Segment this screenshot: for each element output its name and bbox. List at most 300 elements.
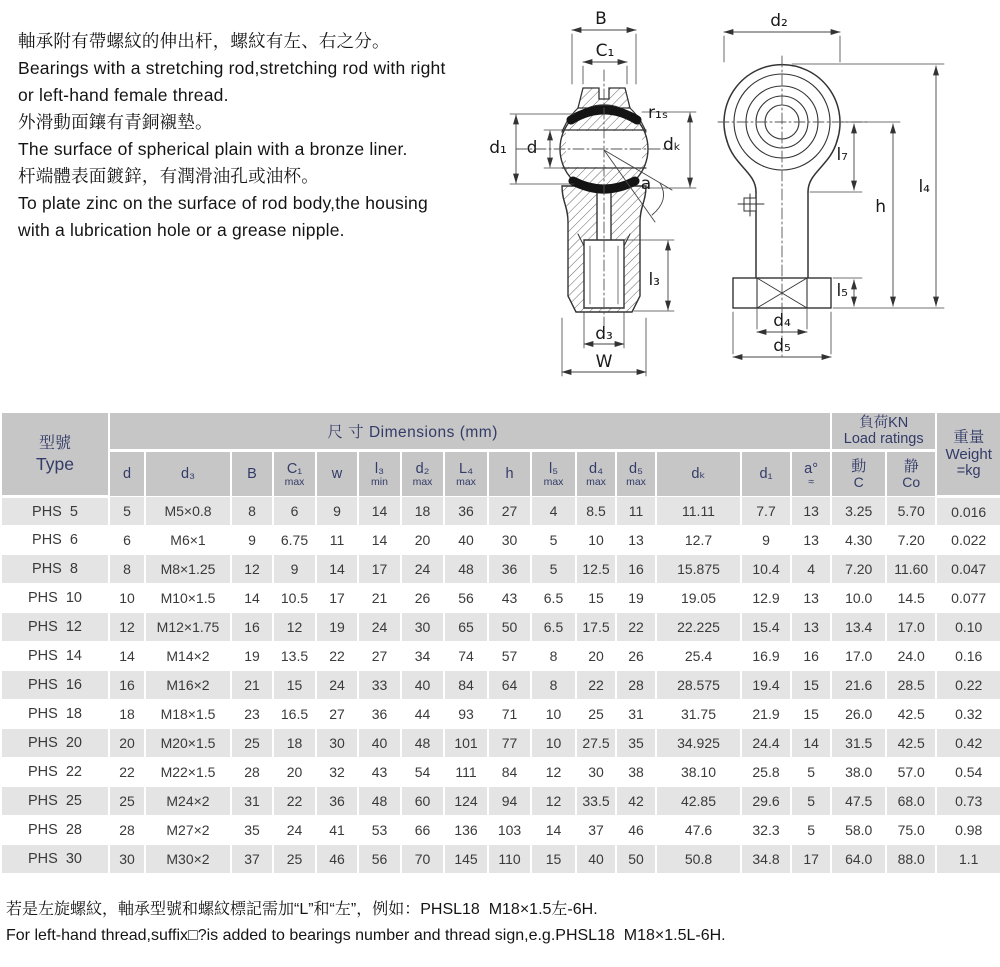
value-cell: 17 — [316, 584, 358, 613]
label-d5: d₅ — [773, 336, 791, 356]
value-cell: 6 — [273, 497, 316, 526]
value-cell: 7.20 — [831, 555, 886, 584]
value-cell: 11 — [316, 526, 358, 555]
value-cell: 30 — [316, 729, 358, 758]
value-cell: 6.5 — [531, 613, 576, 642]
table-row — [1, 526, 1000, 555]
table-row — [1, 613, 1000, 642]
value-cell: 14 — [316, 555, 358, 584]
value-cell: 12.5 — [576, 555, 616, 584]
value-cell: 16.5 — [273, 700, 316, 729]
value-cell: 10 — [109, 584, 145, 613]
type-cell: PHS 18 — [1, 700, 109, 729]
type-header-zh: 型號 — [38, 434, 71, 452]
value-cell: 46 — [616, 816, 656, 845]
value-cell: 40 — [358, 729, 401, 758]
value-cell: 6.5 — [531, 584, 576, 613]
value-cell: 22 — [616, 613, 656, 642]
value-cell: 48 — [358, 787, 401, 816]
value-cell: 24 — [316, 671, 358, 700]
value-cell: 42 — [616, 787, 656, 816]
value-cell: 29.6 — [741, 787, 791, 816]
intro-line: To plate zinc on the surface of rod body,the housing — [18, 193, 428, 213]
value-cell: 53 — [358, 816, 401, 845]
value-cell: 41 — [316, 816, 358, 845]
value-cell: M22×1.5 — [145, 758, 231, 787]
value-cell: 25.4 — [656, 642, 741, 671]
table-row — [1, 700, 1000, 729]
table-body — [1, 497, 1000, 874]
label-W: W — [595, 352, 613, 372]
value-cell: 22 — [273, 787, 316, 816]
value-cell: M14×2 — [145, 642, 231, 671]
value-cell: 145 — [444, 845, 488, 874]
value-cell: 47.5 — [831, 787, 886, 816]
value-cell: M8×1.25 — [145, 555, 231, 584]
value-cell: 40 — [401, 671, 444, 700]
value-cell: 9 — [273, 555, 316, 584]
type-cell: PHS 30 — [1, 845, 109, 874]
value-cell: 9 — [316, 497, 358, 526]
value-cell: 13.4 — [831, 613, 886, 642]
value-cell: 24 — [273, 816, 316, 845]
value-cell: 17 — [358, 555, 401, 584]
col-header-dk: dₖ — [656, 451, 741, 497]
value-cell: 11 — [616, 497, 656, 526]
value-cell: M27×2 — [145, 816, 231, 845]
value-cell: 20 — [273, 758, 316, 787]
footnote-zh: 若是左旋螺紋，軸承型號和螺紋標記需加“L”和“左”，例如：PHSL18 M18×1.5左-6H. — [6, 901, 598, 918]
value-cell: 10 — [531, 700, 576, 729]
value-cell: 13 — [616, 526, 656, 555]
col-header-h: h — [488, 451, 531, 497]
value-cell: 33.5 — [576, 787, 616, 816]
value-cell: 14 — [791, 729, 831, 758]
value-cell: 24 — [358, 613, 401, 642]
type-header — [1, 413, 109, 497]
col-header-l5: l₅ max — [531, 451, 576, 497]
value-cell: 0.077 — [936, 584, 1000, 613]
value-cell: 50 — [616, 845, 656, 874]
value-cell: 21 — [231, 671, 273, 700]
value-cell: 15 — [576, 584, 616, 613]
value-cell: 34 — [401, 642, 444, 671]
value-cell: 7.20 — [886, 526, 936, 555]
value-cell: 15.4 — [741, 613, 791, 642]
load-ratings-header-en: Load ratings — [843, 431, 924, 447]
value-cell: 13 — [791, 584, 831, 613]
value-cell: 38.0 — [831, 758, 886, 787]
value-cell: 57.0 — [886, 758, 936, 787]
value-cell: 5 — [531, 555, 576, 584]
value-cell: 48 — [444, 555, 488, 584]
value-cell: 15 — [791, 671, 831, 700]
value-cell: 9 — [231, 526, 273, 555]
col-header-dynamic-C: 動 C — [831, 451, 886, 497]
value-cell: 8 — [109, 555, 145, 584]
label-d3: d₃ — [595, 324, 613, 344]
value-cell: 35 — [231, 816, 273, 845]
value-cell: 21.9 — [741, 700, 791, 729]
weight-header-unit: =kg — [956, 462, 981, 479]
value-cell: 30 — [488, 526, 531, 555]
value-cell: M18×1.5 — [145, 700, 231, 729]
intro-text — [18, 28, 446, 244]
value-cell: 110 — [488, 845, 531, 874]
value-cell: 22 — [109, 758, 145, 787]
intro-line: 杆端體表面鍍鋅，有潤滑油孔或油杯。 — [18, 166, 319, 186]
value-cell: M6×1 — [145, 526, 231, 555]
value-cell: 30 — [401, 613, 444, 642]
value-cell: 10.0 — [831, 584, 886, 613]
value-cell: 18 — [273, 729, 316, 758]
value-cell: 47.6 — [656, 816, 741, 845]
col-header-B: B — [231, 451, 273, 497]
value-cell: 25 — [273, 845, 316, 874]
label-h: h — [875, 197, 886, 217]
value-cell: 16 — [616, 555, 656, 584]
value-cell: 101 — [444, 729, 488, 758]
side-view — [718, 11, 944, 357]
value-cell: M30×2 — [145, 845, 231, 874]
type-cell: PHS 25 — [1, 787, 109, 816]
value-cell: 5 — [791, 758, 831, 787]
value-cell: 111 — [444, 758, 488, 787]
value-cell: 0.54 — [936, 758, 1000, 787]
value-cell: 28.575 — [656, 671, 741, 700]
col-header-w: w — [316, 451, 358, 497]
weight-header-en: Weight — [945, 445, 992, 463]
label-l4: l₄ — [918, 177, 930, 197]
value-cell: 40 — [444, 526, 488, 555]
footnote-en: For left-hand thread,suffix□?is added to bearings number and thread sign,e.g.PHSL18 M18×1.5L-6H. — [6, 927, 726, 944]
value-cell: 15 — [791, 700, 831, 729]
table-row — [1, 758, 1000, 787]
label-d4: d₄ — [773, 311, 791, 331]
type-cell: PHS 6 — [1, 526, 109, 555]
label-B: B — [595, 9, 607, 29]
value-cell: 8 — [531, 642, 576, 671]
type-cell: PHS 5 — [1, 497, 109, 526]
value-cell: 25 — [109, 787, 145, 816]
value-cell: 17 — [791, 845, 831, 874]
value-cell: 84 — [488, 758, 531, 787]
intro-line: 外滑動面鑲有青銅襯墊。 — [18, 112, 213, 132]
value-cell: 93 — [444, 700, 488, 729]
value-cell: 42.85 — [656, 787, 741, 816]
value-cell: 12 — [531, 787, 576, 816]
value-cell: 30 — [576, 758, 616, 787]
value-cell: 46 — [316, 845, 358, 874]
value-cell: 0.73 — [936, 787, 1000, 816]
value-cell: 5 — [791, 787, 831, 816]
value-cell: 32 — [316, 758, 358, 787]
value-cell: 31.5 — [831, 729, 886, 758]
value-cell: 31 — [616, 700, 656, 729]
value-cell: M5×0.8 — [145, 497, 231, 526]
col-header-C1: C₁ max — [273, 451, 316, 497]
label-d: d — [526, 138, 538, 158]
value-cell: 42.5 — [886, 700, 936, 729]
value-cell: 26.0 — [831, 700, 886, 729]
type-header-en: Type — [36, 453, 74, 474]
col-header-d4: d₄ max — [576, 451, 616, 497]
value-cell: 42.5 — [886, 729, 936, 758]
value-cell: 25 — [231, 729, 273, 758]
value-cell: 19 — [231, 642, 273, 671]
value-cell: 77 — [488, 729, 531, 758]
value-cell: 22 — [576, 671, 616, 700]
value-cell: 10 — [531, 729, 576, 758]
value-cell: 21.6 — [831, 671, 886, 700]
value-cell: M24×2 — [145, 787, 231, 816]
value-cell: 30 — [109, 845, 145, 874]
load-ratings-header — [831, 413, 936, 451]
value-cell: 21 — [358, 584, 401, 613]
label-l3: l₃ — [648, 270, 660, 290]
value-cell: 0.98 — [936, 816, 1000, 845]
label-a: a — [640, 174, 652, 194]
value-cell: 24 — [401, 555, 444, 584]
weight-header-zh: 重量 — [953, 428, 985, 446]
value-cell: 28 — [109, 816, 145, 845]
value-cell: 38.10 — [656, 758, 741, 787]
value-cell: 15.875 — [656, 555, 741, 584]
label-dk: dₖ — [662, 135, 682, 155]
table-row — [1, 729, 1000, 758]
value-cell: 43 — [358, 758, 401, 787]
value-cell: 19.4 — [741, 671, 791, 700]
value-cell: 43 — [488, 584, 531, 613]
value-cell: 64 — [488, 671, 531, 700]
value-cell: 6.75 — [273, 526, 316, 555]
value-cell: 0.022 — [936, 526, 1000, 555]
value-cell: 33 — [358, 671, 401, 700]
value-cell: 19 — [316, 613, 358, 642]
value-cell: 44 — [401, 700, 444, 729]
value-cell: 0.16 — [936, 642, 1000, 671]
dimensions-header: 尺 寸 Dimensions (mm) — [109, 413, 831, 451]
value-cell: 13 — [791, 497, 831, 526]
type-cell: PHS 14 — [1, 642, 109, 671]
value-cell: 9 — [741, 526, 791, 555]
table-row — [1, 555, 1000, 584]
value-cell: 31.75 — [656, 700, 741, 729]
value-cell: 25 — [576, 700, 616, 729]
value-cell: 13 — [791, 613, 831, 642]
value-cell: 88.0 — [886, 845, 936, 874]
value-cell: 27.5 — [576, 729, 616, 758]
value-cell: 136 — [444, 816, 488, 845]
type-cell: PHS 8 — [1, 555, 109, 584]
value-cell: 56 — [444, 584, 488, 613]
value-cell: 16 — [231, 613, 273, 642]
label-d1: d₁ — [489, 138, 507, 158]
value-cell: 14 — [358, 526, 401, 555]
value-cell: 38 — [616, 758, 656, 787]
value-cell: 7.7 — [741, 497, 791, 526]
value-cell: 12 — [109, 613, 145, 642]
value-cell: 22 — [316, 642, 358, 671]
value-cell: 11.60 — [886, 555, 936, 584]
type-cell: PHS 22 — [1, 758, 109, 787]
value-cell: 1.1 — [936, 845, 1000, 874]
value-cell: 36 — [444, 497, 488, 526]
value-cell: 28.5 — [886, 671, 936, 700]
table-row — [1, 816, 1000, 845]
value-cell: 4 — [531, 497, 576, 526]
value-cell: 15 — [531, 845, 576, 874]
value-cell: 34.925 — [656, 729, 741, 758]
table-row — [1, 642, 1000, 671]
value-cell: 5 — [109, 497, 145, 526]
type-cell: PHS 10 — [1, 584, 109, 613]
value-cell: 27 — [488, 497, 531, 526]
value-cell: 36 — [358, 700, 401, 729]
value-cell: 17.0 — [886, 613, 936, 642]
value-cell: 8 — [531, 671, 576, 700]
value-cell: 35 — [616, 729, 656, 758]
label-d2: d₂ — [770, 11, 788, 31]
value-cell: 10.4 — [741, 555, 791, 584]
value-cell: 3.25 — [831, 497, 886, 526]
value-cell: 0.32 — [936, 700, 1000, 729]
value-cell: 58.0 — [831, 816, 886, 845]
value-cell: 6 — [109, 526, 145, 555]
value-cell: 5 — [791, 816, 831, 845]
intro-line: 軸承附有帶螺紋的伸出杆，螺紋有左、右之分。 — [18, 31, 390, 51]
value-cell: 23 — [231, 700, 273, 729]
value-cell: 24.0 — [886, 642, 936, 671]
value-cell: 20 — [109, 729, 145, 758]
col-header-static-Co: 静 Co — [886, 451, 936, 497]
value-cell: 37 — [231, 845, 273, 874]
value-cell: 14 — [231, 584, 273, 613]
col-header-d: d — [109, 451, 145, 497]
col-header-d3: d₃ — [145, 451, 231, 497]
value-cell: M20×1.5 — [145, 729, 231, 758]
value-cell: 15 — [273, 671, 316, 700]
load-ratings-header-zh: 負荷KN — [859, 415, 909, 431]
label-l5: l₅ — [836, 281, 848, 301]
value-cell: 12.7 — [656, 526, 741, 555]
value-cell: 12 — [531, 758, 576, 787]
value-cell: 14 — [109, 642, 145, 671]
value-cell: 4.30 — [831, 526, 886, 555]
value-cell: 65 — [444, 613, 488, 642]
value-cell: 0.22 — [936, 671, 1000, 700]
value-cell: 20 — [576, 642, 616, 671]
type-cell: PHS 12 — [1, 613, 109, 642]
intro-line: or left-hand female thread. — [18, 85, 229, 105]
table-row — [1, 497, 1000, 526]
value-cell: 50.8 — [656, 845, 741, 874]
type-cell: PHS 16 — [1, 671, 109, 700]
value-cell: 12.9 — [741, 584, 791, 613]
value-cell: 14.5 — [886, 584, 936, 613]
value-cell: M10×1.5 — [145, 584, 231, 613]
grease-nipple-icon — [738, 194, 764, 216]
value-cell: 94 — [488, 787, 531, 816]
col-header-d2: d₂ max — [401, 451, 444, 497]
intro-line: Bearings with a stretching rod,stretching rod with right — [18, 58, 446, 78]
value-cell: 0.016 — [936, 497, 1000, 526]
col-header-d5: d₅ max — [616, 451, 656, 497]
value-cell: 37 — [576, 816, 616, 845]
value-cell: 28 — [616, 671, 656, 700]
value-cell: 25.8 — [741, 758, 791, 787]
value-cell: 84 — [444, 671, 488, 700]
col-header-L4: L₄ max — [444, 451, 488, 497]
value-cell: 27 — [316, 700, 358, 729]
value-cell: 12 — [273, 613, 316, 642]
value-cell: 60 — [401, 787, 444, 816]
value-cell: 31 — [231, 787, 273, 816]
label-C1: C₁ — [595, 41, 615, 61]
value-cell: M12×1.75 — [145, 613, 231, 642]
value-cell: 13 — [791, 526, 831, 555]
value-cell: 36 — [488, 555, 531, 584]
table-row — [1, 787, 1000, 816]
value-cell: 26 — [616, 642, 656, 671]
label-r1s: r₁ₛ — [648, 103, 669, 123]
technical-drawing — [460, 0, 1000, 400]
value-cell: 12 — [231, 555, 273, 584]
value-cell: 20 — [401, 526, 444, 555]
value-cell: 57 — [488, 642, 531, 671]
value-cell: 17.0 — [831, 642, 886, 671]
value-cell: 124 — [444, 787, 488, 816]
value-cell: 14 — [531, 816, 576, 845]
value-cell: 16.9 — [741, 642, 791, 671]
table-row — [1, 671, 1000, 700]
value-cell: 19.05 — [656, 584, 741, 613]
value-cell: 28 — [231, 758, 273, 787]
type-cell: PHS 20 — [1, 729, 109, 758]
value-cell: 74 — [444, 642, 488, 671]
value-cell: 68.0 — [886, 787, 936, 816]
value-cell: 0.10 — [936, 613, 1000, 642]
col-header-l3: l₃ min — [358, 451, 401, 497]
value-cell: 8 — [231, 497, 273, 526]
value-cell: 70 — [401, 845, 444, 874]
value-cell: 26 — [401, 584, 444, 613]
col-header-a: a° ≈ — [791, 451, 831, 497]
dimensions-table — [0, 412, 1000, 874]
value-cell: 66 — [401, 816, 444, 845]
footnote — [6, 897, 726, 949]
value-cell: 22.225 — [656, 613, 741, 642]
type-cell: PHS 28 — [1, 816, 109, 845]
value-cell: 17.5 — [576, 613, 616, 642]
value-cell: 10 — [576, 526, 616, 555]
value-cell: 40 — [576, 845, 616, 874]
value-cell: 24.4 — [741, 729, 791, 758]
value-cell: 18 — [401, 497, 444, 526]
value-cell: 0.047 — [936, 555, 1000, 584]
value-cell: 8.5 — [576, 497, 616, 526]
weight-header — [936, 413, 1000, 497]
value-cell: 103 — [488, 816, 531, 845]
intro-line: The surface of spherical plain with a bronze liner. — [18, 139, 408, 159]
value-cell: 14 — [358, 497, 401, 526]
table-row — [1, 845, 1000, 874]
table-row — [1, 584, 1000, 613]
value-cell: 19 — [616, 584, 656, 613]
value-cell: 11.11 — [656, 497, 741, 526]
value-cell: 5 — [531, 526, 576, 555]
value-cell: 16 — [791, 642, 831, 671]
